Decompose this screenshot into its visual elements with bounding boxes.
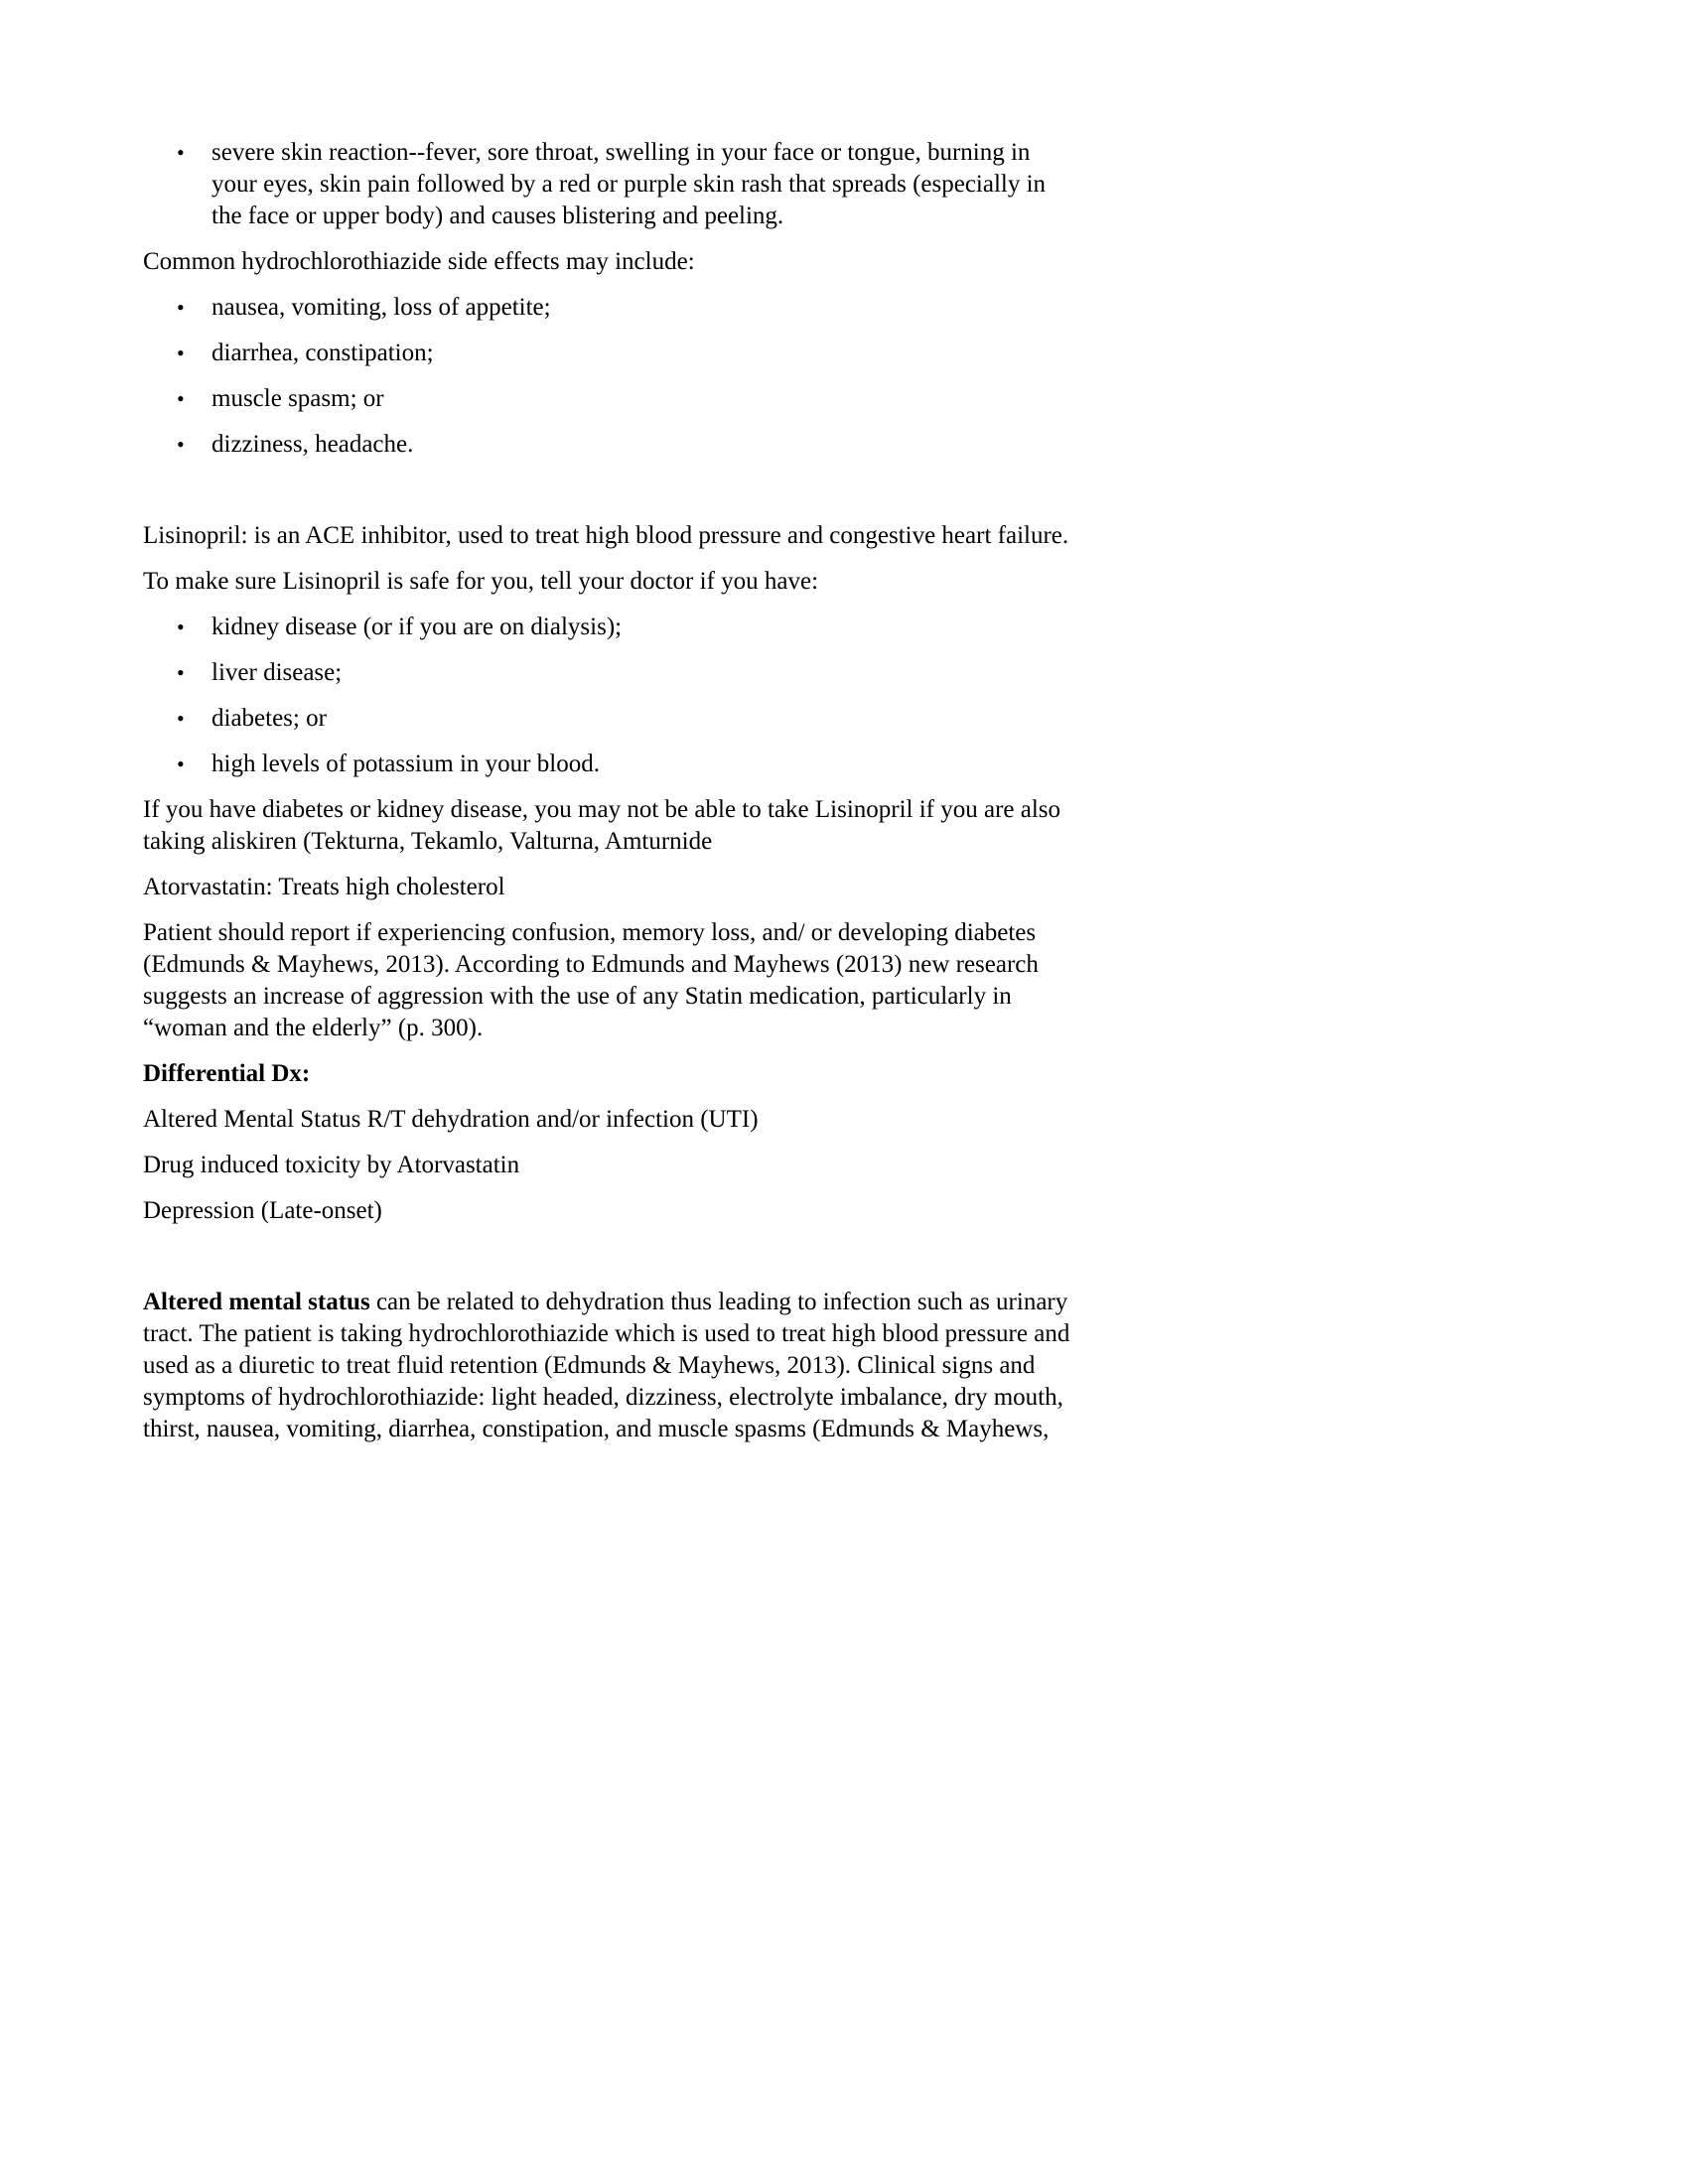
bullet-item [143,137,1076,232]
bullet-marker-icon: • [177,706,185,731]
lisinopril-conditions-list [143,612,1076,780]
paragraph-common-side-effects-intro: Common hydrochlorothiazide side effects may include: [143,248,695,275]
paragraph-patient-report: Patient should report if experiencing confusion, memory loss, and/ or developing diabetes (Edmunds & Mayhews, 2013). According to Edmunds and Mayhews (2013) new research suggests an increase of aggression with the use of any Statin medication, particularly in “woman and the elderly” (p. 300). [143,919,1039,1041]
bullet-item [143,703,1076,735]
paragraph-altered-mental-status-discussion [143,1287,1076,1445]
empty-line [143,475,1076,520]
bullet-item [143,292,1076,324]
bullet-item [143,383,1076,415]
bullet-item [143,749,1076,780]
bullet-item-text: nausea, vomiting, loss of appetite; [211,294,551,321]
empty-line [143,1241,1076,1287]
bullet-item-text: diarrhea, constipation; [211,340,434,366]
bullet-item-text: dizziness, headache. [211,431,414,458]
bullet-marker-icon: • [177,432,185,457]
paragraph-differential-item-altered-mental-status: Altered Mental Status R/T dehydration and/or infection (UTI) [143,1106,759,1133]
bullet-marker-icon: • [177,751,185,776]
bullet-marker-icon: • [177,341,185,365]
bullet-item [143,429,1076,461]
document-page [143,137,1076,1459]
paragraph-lisinopril-safety-intro: To make sure Lisinopril is safe for you, tell your doctor if you have: [143,568,819,595]
bullet-item [143,612,1076,643]
heading-differential-dx: Differential Dx: [143,1060,311,1087]
bullet-item-text: severe skin reaction--fever, sore throat, swelling in your face or tongue, burning in your eyes, skin pain followed by a red or purple skin rash that spreads (especially in the face or upper body) and causes blistering and peeling. [211,139,1047,229]
paragraph-lead-bold: Altered mental status [143,1289,370,1315]
paragraph-aliskiren-warning: If you have diabetes or kidney disease, you may not be able to take Lisinopril if you are also taking aliskiren (Tekturna, Tekamlo, Valturna, Amturnide [143,796,1061,855]
bullet-item-text: diabetes; or [211,705,327,732]
paragraph-atorvastatin: Atorvastatin: Treats high cholesterol [143,874,505,900]
bullet-item [143,338,1076,369]
paragraph-differential-item-depression: Depression (Late-onset) [143,1197,382,1224]
bullet-marker-icon: • [177,614,185,639]
paragraph-body-text: can be related to dehydration thus leading to infection such as urinary tract. The patient is taking hydrochlorothiazide which is used to treat high blood pressure and used as a diuretic to treat fluid retention (Edmunds & Mayhews, 2013). Clinical signs and symptoms of hydrochlorothiazide: light headed, dizziness, electrolyte imbalance, dry mouth, thirst, nausea, vomiting, diarrhea, constipation, and muscle spasms (Edmunds & Mayhews, [143,1289,1070,1442]
bullet-marker-icon: • [177,660,185,685]
bullet-item-text: kidney disease (or if you are on dialysis); [211,614,623,640]
bullet-marker-icon: • [177,295,185,320]
paragraph-lisinopril-intro: Lisinopril: is an ACE inhibitor, used to treat high blood pressure and congestive heart failure. [143,522,1069,549]
severe-reaction-bullet-list [143,137,1076,232]
bullet-item [143,657,1076,689]
bullet-marker-icon: • [177,386,185,411]
bullet-marker-icon: • [177,140,185,165]
bullet-item-text: muscle spasm; or [211,385,384,412]
bullet-item-text: high levels of potassium in your blood. [211,751,600,777]
bullet-item-text: liver disease; [211,659,343,686]
hct-side-effects-list [143,292,1076,461]
paragraph-differential-item-drug-toxicity: Drug induced toxicity by Atorvastatin [143,1152,520,1178]
